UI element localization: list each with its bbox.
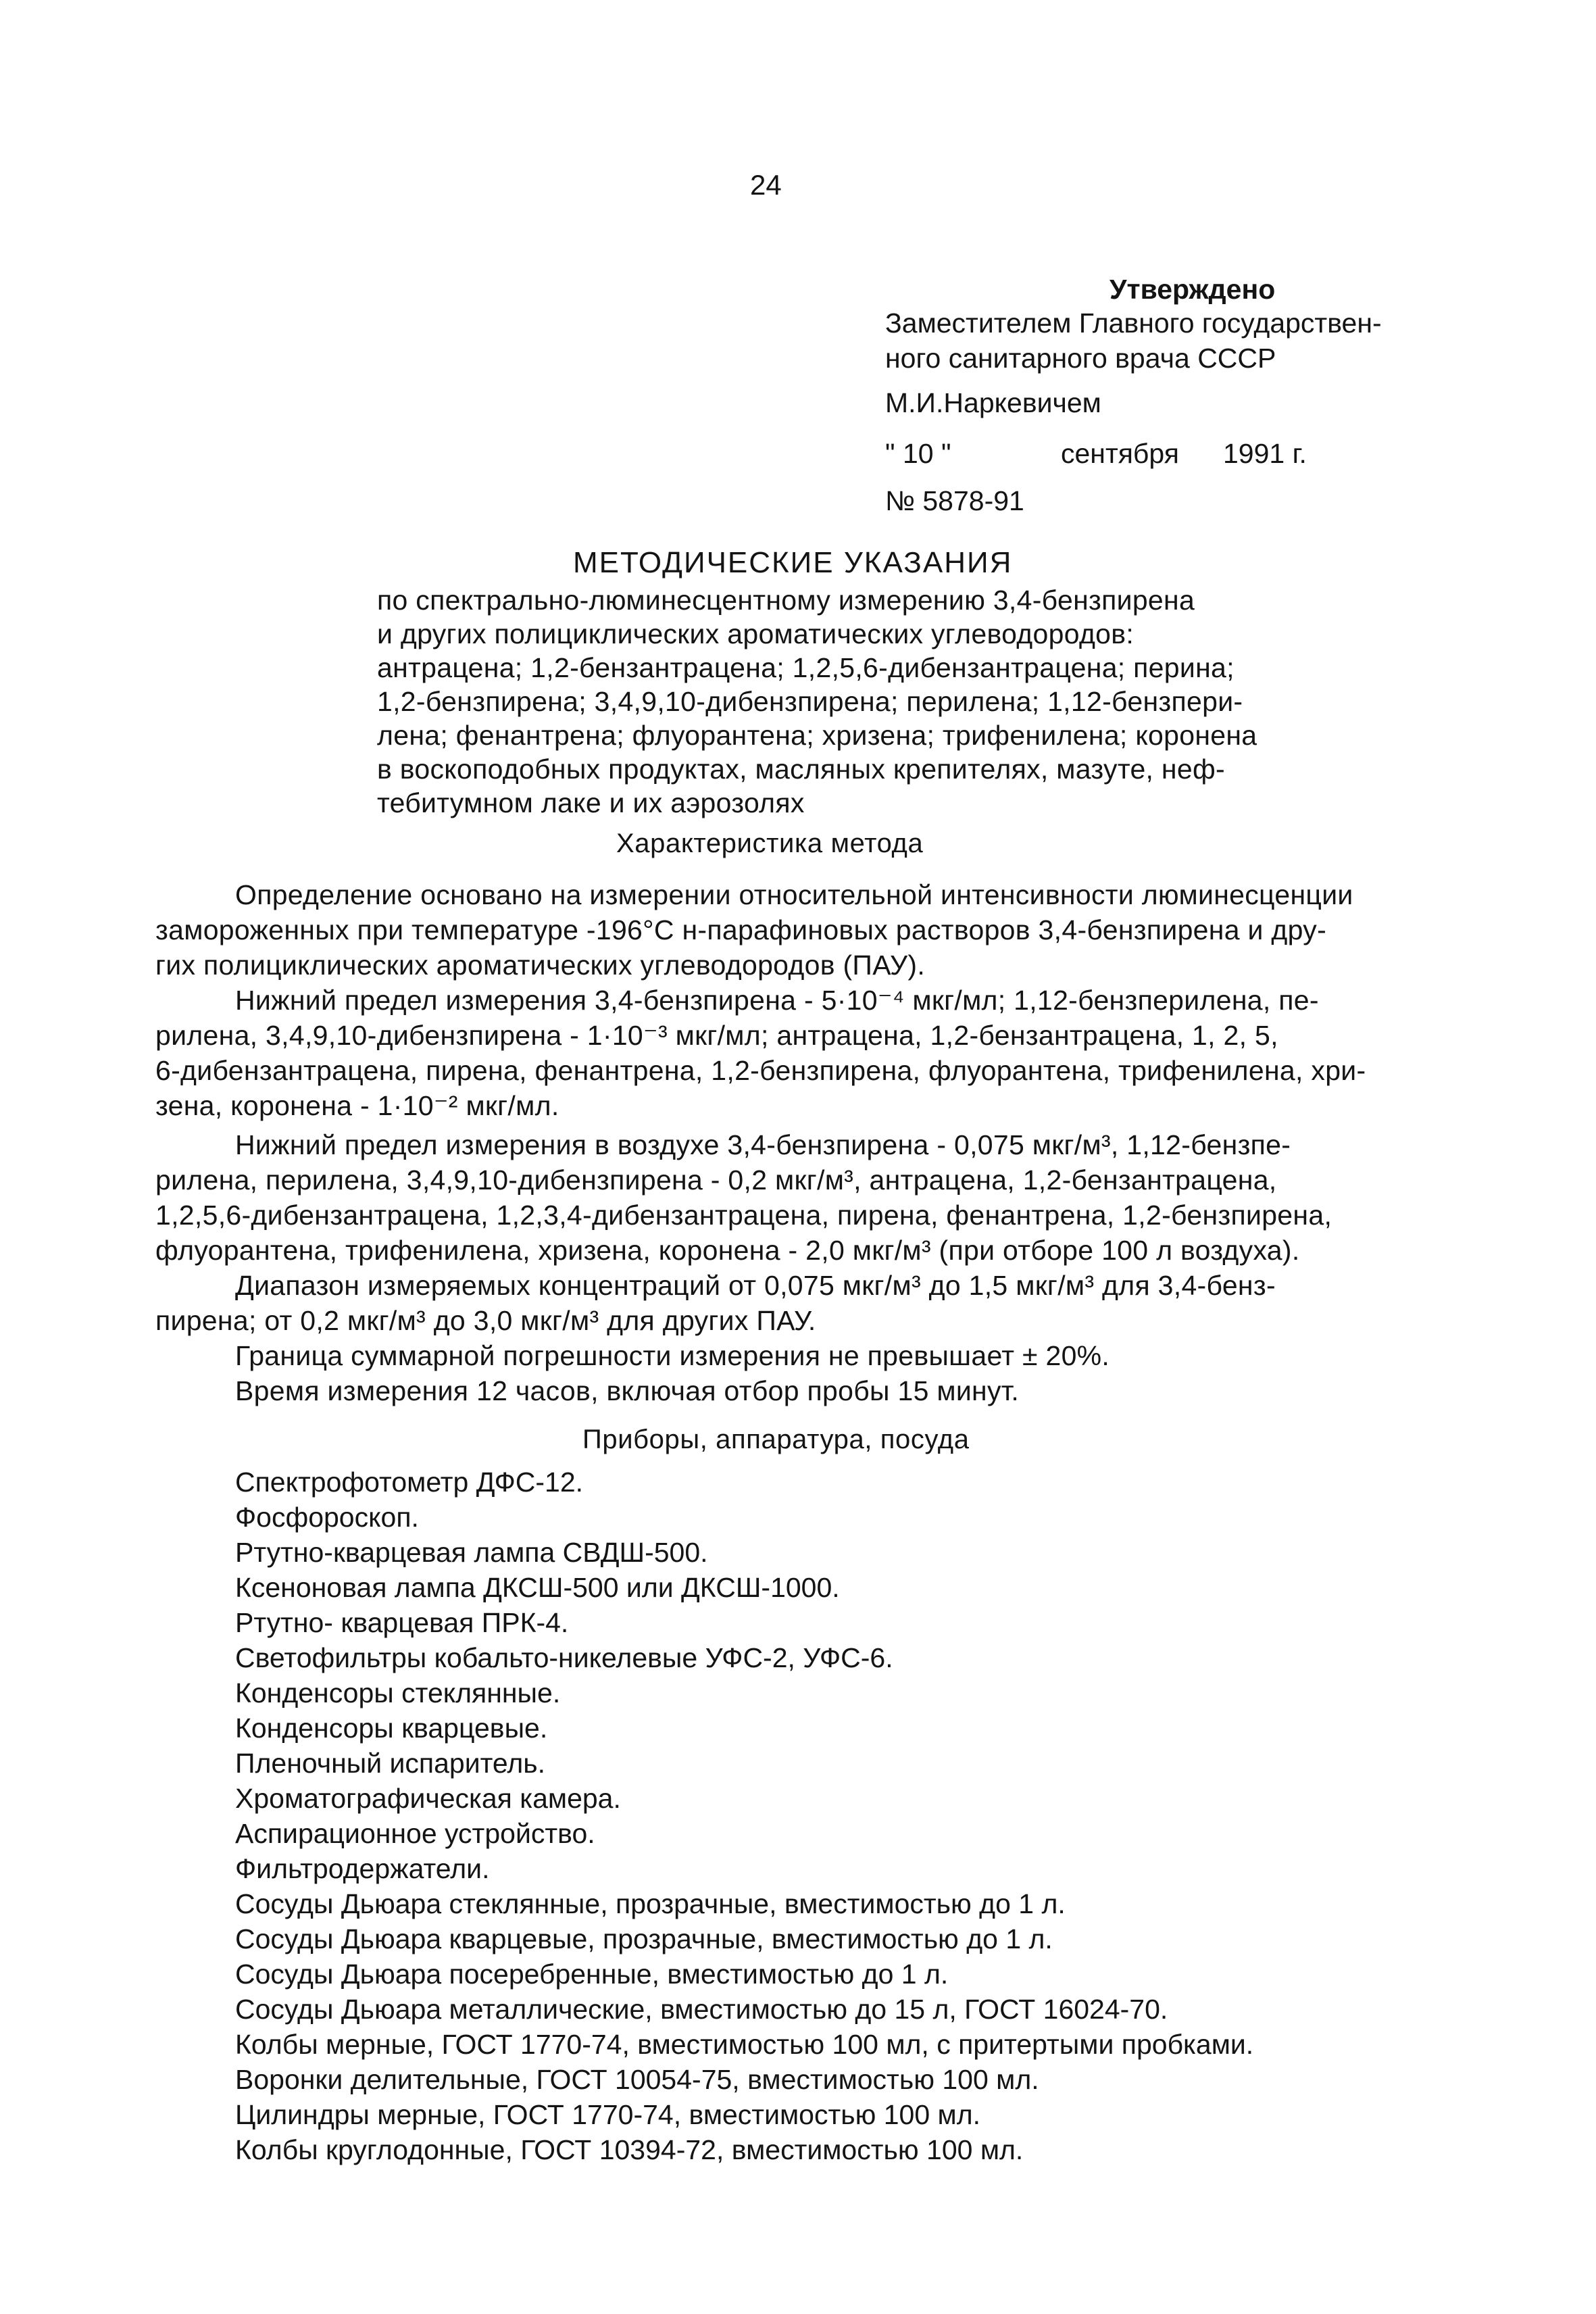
equipment-item: Конденсоры кварцевые.	[235, 1713, 548, 1744]
approval-name: М.И.Наркевичем	[885, 387, 1101, 418]
method-line: флуорантена, трифенилена, хризена, коронена - 2,0 мкг/м³ (при отборе 100 л воздуха).	[155, 1235, 1300, 1266]
approval-date-day: " 10 "	[885, 438, 951, 469]
equipment-item: Аспирационное устройство.	[235, 1818, 595, 1849]
document-title: МЕТОДИЧЕСКИЕ УКАЗАНИЯ	[573, 546, 1013, 579]
equipment-item: Сосуды Дьюара кварцевые, прозрачные, вместимостью до 1 л.	[235, 1923, 1053, 1954]
equipment-item: Сосуды Дьюара металлические, вместимостью до 15 л, ГОСТ 16024-70.	[235, 1994, 1168, 2025]
approval-by-line-2: ного санитарного врача СССР	[885, 343, 1276, 374]
equipment-item: Колбы мерные, ГОСТ 1770-74, вместимостью 100 мл, с притертыми пробками.	[235, 2029, 1254, 2060]
subtitle-line: в воскоподобных продуктах, масляных крепителях, мазуте, неф-	[377, 754, 1225, 785]
method-line: пирена; от 0,2 мкг/м³ до 3,0 мкг/м³ для других ПАУ.	[155, 1305, 816, 1336]
method-line: Нижний предел измерения в воздухе 3,4-бензпирена - 0,075 мкг/м³, 1,12-бензпе-	[235, 1129, 1291, 1160]
subtitle-line: и других полициклических ароматических углеводородов:	[377, 618, 1134, 649]
equipment-item: Сосуды Дьюара посеребренные, вместимостью до 1 л.	[235, 1959, 949, 1990]
method-line: Время измерения 12 часов, включая отбор пробы 15 минут.	[235, 1375, 1020, 1406]
method-line: Нижний предел измерения 3,4-бензпирена - 5·10⁻⁴ мкг/мл; 1,12-бензперилена, пе-	[235, 985, 1319, 1016]
approval-by-line-1: Заместителем Главного государствен-	[885, 307, 1382, 339]
equipment-item: Конденсоры стеклянные.	[235, 1677, 561, 1708]
equipment-item: Колбы круглодонные, ГОСТ 10394-72, вместимостью 100 мл.	[235, 2134, 1024, 2165]
method-line: 1,2,5,6-дибензантрацена, 1,2,3,4-дибензантрацена, пирена, фенантрена, 1,2-бензпирена,	[155, 1200, 1332, 1231]
method-line: зена, коронена - 1·10⁻² мкг/мл.	[155, 1090, 559, 1121]
method-line: рилена, 3,4,9,10-дибензпирена - 1·10⁻³ мкг/мл; антрацена, 1,2-бензантрацена, 1, 2, 5,	[155, 1020, 1278, 1051]
equipment-item: Ртутно- кварцевая ПРК-4.	[235, 1607, 569, 1638]
equipment-item: Пленочный испаритель.	[235, 1748, 546, 1779]
subtitle-line: 1,2-бензпирена; 3,4,9,10-дибензпирена; перилена; 1,12-бензпери-	[377, 686, 1243, 717]
equipment-item: Спектрофотометр ДФС-12.	[235, 1467, 584, 1498]
method-line: Определение основано на измерении относительной интенсивности люминесценции	[235, 879, 1353, 910]
section-heading-equipment: Приборы, аппаратура, посуда	[582, 1425, 970, 1454]
equipment-list	[235, 1467, 1519, 2165]
equipment-item: Цилиндры мерные, ГОСТ 1770-74, вместимостью 100 мл.	[235, 2099, 981, 2130]
method-line: 6-дибензантрацена, пирена, фенантрена, 1,2-бензпирена, флуорантена, трифенилена, хри-	[155, 1055, 1366, 1086]
subtitle-line: антрацена; 1,2-бензантрацена; 1,2,5,6-дибензантрацена; перина;	[377, 652, 1235, 683]
method-line: замороженных при температуре -196°С н-парафиновых растворов 3,4-бензпирена и дру-	[155, 914, 1327, 945]
approval-date-year: 1991 г.	[1223, 438, 1307, 469]
equipment-item: Ртутно-кварцевая лампа СВДШ-500.	[235, 1537, 708, 1568]
section-heading-method: Характеристика метода	[616, 829, 924, 858]
equipment-item: Фосфороскоп.	[235, 1502, 419, 1533]
equipment-item: Хроматографическая камера.	[235, 1783, 621, 1814]
approval-date-month: сентября	[1061, 438, 1179, 469]
equipment-item: Сосуды Дьюара стеклянные, прозрачные, вместимостью до 1 л.	[235, 1888, 1066, 1919]
subtitle-line: лена; фенантрена; флуорантена; хризена; трифенилена; коронена	[377, 720, 1257, 751]
method-line: рилена, перилена, 3,4,9,10-дибензпирена - 0,2 мкг/м³, антрацена, 1,2-бензантрацена,	[155, 1164, 1277, 1196]
equipment-item: Воронки делительные, ГОСТ 10054-75, вместимостью 100 мл.	[235, 2064, 1039, 2095]
page-number: 24	[750, 169, 782, 201]
approval-number: № 5878-91	[885, 485, 1024, 516]
method-line: гих полициклических ароматических углеводородов (ПАУ).	[155, 950, 926, 981]
approval-heading: Утверждено	[1109, 274, 1276, 305]
equipment-item: Ксеноновая лампа ДКСШ-500 или ДКСШ-1000.	[235, 1572, 840, 1603]
equipment-item: Фильтродержатели.	[235, 1853, 490, 1884]
method-line: Граница суммарной погрешности измерения не превышает ± 20%.	[235, 1340, 1110, 1371]
method-line: Диапазон измеряемых концентраций от 0,075 мкг/м³ до 1,5 мкг/м³ для 3,4-бенз-	[235, 1270, 1276, 1301]
subtitle-line: тебитумном лаке и их аэрозолях	[377, 787, 805, 818]
equipment-item: Светофильтры кобальто-никелевые УФС-2, УФС-6.	[235, 1642, 893, 1673]
subtitle-line: по спектрально-люминесцентному измерению 3,4-бензпирена	[377, 585, 1195, 616]
